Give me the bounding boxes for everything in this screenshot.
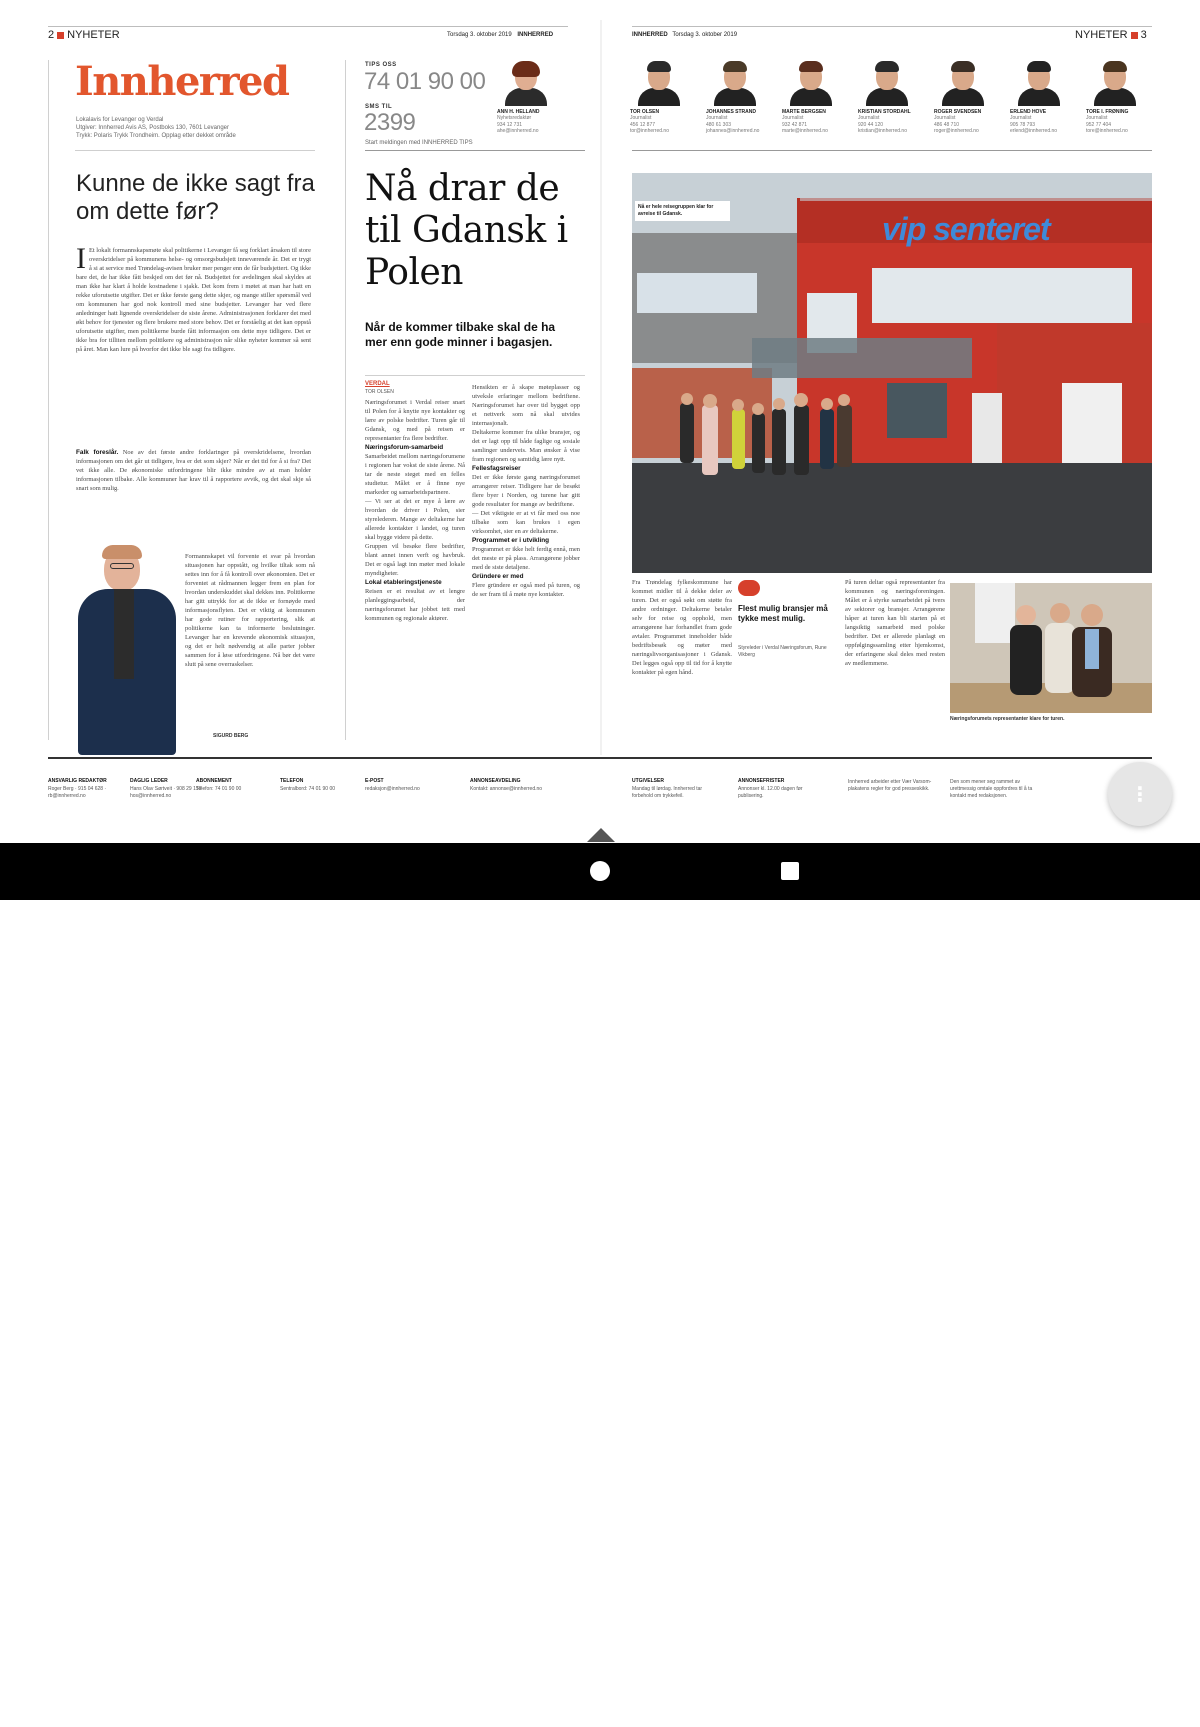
header-date-right: Torsdag 3. oktober 2019 bbox=[672, 32, 738, 38]
footer-column bbox=[950, 778, 1045, 800]
red-square-icon bbox=[57, 32, 64, 39]
page-number-right: 3 bbox=[1140, 29, 1147, 41]
tips-label: TIPS OSS bbox=[365, 62, 397, 68]
columnist-photo bbox=[76, 545, 181, 755]
footer-label: E-POST bbox=[365, 778, 384, 784]
header-brand-left: INNHERRED bbox=[517, 32, 554, 38]
main-photo bbox=[632, 173, 1152, 573]
newspaper-logo: Innherred bbox=[75, 58, 289, 105]
staff-phone: 480 61 303 bbox=[706, 121, 732, 128]
footer-label: TELEFON bbox=[280, 778, 304, 784]
sms-number: 2399 bbox=[364, 109, 416, 136]
footer-text: Hans Olav Sørtveit · 908 29 159 · hos@innherred.no bbox=[130, 786, 205, 799]
staff-card bbox=[630, 60, 690, 135]
section-label-right: NYHETER bbox=[1075, 29, 1128, 41]
more-vert-icon: ⋮ bbox=[1130, 782, 1150, 806]
staff-name: TORE I. FRØNING bbox=[1086, 109, 1129, 115]
section-label-left: NYHETER bbox=[67, 29, 120, 41]
footer-column bbox=[470, 778, 550, 793]
footer-label: ANNONSEFRISTER bbox=[738, 778, 785, 784]
article-subhead: Gründere er med bbox=[472, 573, 524, 580]
opinion-body-2: Falk foreslår. Noe av det første andre forklaringer på overskridelsene, hvordan informasjonen om det går ut tidligere, hva er det som skjer? Når er det tid for å si fra? Det vet ikke alle. De økonomiske utfordringene blir ikke mindre av at man holder informasjonen tilbake. Alle kommuner har krav til å rapportere avvik, og det skal skje så snart som mulig. bbox=[76, 449, 311, 492]
editor-card bbox=[497, 60, 557, 135]
staff-card bbox=[706, 60, 766, 135]
footer-column bbox=[632, 778, 712, 800]
masthead-rule bbox=[75, 150, 315, 151]
staff-phone: 920 44 120 bbox=[858, 121, 884, 128]
opinion-title: Kunne de ikke sagt fra om dette før? bbox=[76, 170, 315, 225]
tips-note: Start meldingen med INNHERRED TIPS bbox=[365, 140, 473, 146]
editor-email: ahe@innherred.no bbox=[497, 128, 539, 134]
newspaper-spread bbox=[0, 0, 1200, 843]
lead-rule bbox=[365, 375, 585, 376]
home-icon[interactable] bbox=[590, 861, 610, 881]
staff-photo bbox=[788, 60, 834, 106]
article-col-4: På turen deltar også representanter fra kommunen og næringsforeningen. Målet er å styrke samarbeidet på tvers av sektorer og bransjer. Arrangørene håper at turen kan bli starten på et langsiktig samarbeid med polske bedrifter. Det er allerede planlagt en oppfølgingssamling etter hjemkomst, der erfaringene skal deles med resten av medlemmene. bbox=[845, 579, 945, 667]
masthead-info bbox=[76, 116, 326, 140]
staff-role: Journalist bbox=[1010, 115, 1032, 121]
opinion-subhead: Falk foreslår. bbox=[76, 449, 119, 456]
left-page-header bbox=[48, 27, 120, 43]
footer-column bbox=[738, 778, 818, 800]
opinion-body-1: I Et lokalt formannskapsmøte skal politikerne i Levanger få seg forklart årsaken til store overskridelser på kommunens helse- og omsorgsbudsjett inneværende år. Det er trygt å si at service med Trøndelag-avisen bruker mer penger enn de får budsjettert. Og ikke bare det, de har ikke fått beskjed om det før nå. Budsjettet for avdelingen skal skyldes at man ikke har klart å holde kostnadene i sjakk. Det kom frem i møtet at man har hatt en rekke uforutsette utgifter. Det er ikke første gang dette skjer, og mange stiller spørsmål ved om kommunen har god nok kontroll med sine budsjetter. Levanger har ved flere anledninger hatt lignende overskridelser de siste årene. Administrasjonen forklarer det med økt behov for tjenester og flere brukere med store behov. Det er forståelig at det kan oppstå uforutsette utgifter, men politikerne burde fått informasjon om dette mye tidligere. Det er ikke bra for tilliten mellom politikere og administrasjon når slike nyheter kommer så sent på året. Man kan lure på hvorfor det ikke ble sagt fra tidligere. bbox=[76, 246, 311, 353]
tips-rule bbox=[365, 150, 585, 151]
staff-photo bbox=[864, 60, 910, 106]
article-lead: Når de kommer tilbake skal de ha mer enn gode minner i bagasjen. bbox=[365, 320, 556, 349]
pull-quote: Flest mulig bransjer må tykke mest mulig. bbox=[738, 604, 828, 623]
article-subhead: Lokal etableringstjeneste bbox=[365, 579, 442, 586]
staff-role: Journalist bbox=[630, 115, 652, 121]
staff-email: tore@innherred.no bbox=[1086, 128, 1128, 134]
right-header-left bbox=[632, 27, 737, 43]
staff-role: Journalist bbox=[706, 115, 728, 121]
footer-column bbox=[365, 778, 445, 793]
staff-phone: 932 42 871 bbox=[782, 121, 808, 128]
article-byline: TOR OLSEN bbox=[365, 389, 394, 395]
staff-role: Journalist bbox=[1086, 115, 1108, 121]
footer-label: UTGIVELSER bbox=[632, 778, 664, 784]
footer-text: Mandag til lørdag. Innherred tar forbehold om trykkefeil. bbox=[632, 786, 703, 799]
footer-text: Den som mener seg rammet av urettmessig omtale oppfordres til å ta kontakt med redaksjonen. bbox=[950, 779, 1033, 799]
article-headline: Nå drar de til Gdansk i Polen bbox=[365, 168, 568, 293]
right-page-header bbox=[1075, 27, 1147, 43]
staff-photo bbox=[636, 60, 682, 106]
article-col-1: Næringsforumet i Verdal reiser snart til Polen for å knytte nye kontakter og lære av polske bedrifter. Turen går til Gdansk, og med på reisen er representanter fra flere bedrifter. Næringsforum-samarbeid Samarbeidet mellom næringsforumene i regionen har vokst de siste årene. Nå tar de neste steget med en felles studietur. Målet er å finne nye markeder og samarbeidspartnere. — Vi ser at det er mye å lære av hvordan de driver i Polen, sier styrelederen. Mange av deltakerne har allerede kontakter i landet, og turen skal bygge videre på dette. Gruppen vil besøke flere bedrifter, blant annet innen verft og havbruk. Det er også lagt inn møter med lokale myndigheter. Lokal etableringstjeneste Reisen er et resultat av et lengre planleggingsarbeid, der næringsforumet har jobbet tett med kommunen og regionale aktører. bbox=[365, 399, 465, 622]
group-photo bbox=[950, 583, 1152, 713]
footer-label: ABONNEMENT bbox=[196, 778, 232, 784]
android-nav-bar bbox=[0, 843, 1200, 900]
footer-column bbox=[48, 778, 128, 800]
article-subhead: Fellesfagsreiser bbox=[472, 465, 521, 472]
staff-card bbox=[1086, 60, 1146, 135]
masthead-line: Utgiver: Innherred Avis AS, Postboks 130, 7601 Levanger bbox=[76, 125, 229, 131]
red-square-icon bbox=[1131, 32, 1138, 39]
staff-email: johannes@innherred.no bbox=[706, 128, 760, 134]
expand-toolbar-icon[interactable] bbox=[587, 828, 615, 842]
recents-icon[interactable] bbox=[781, 862, 799, 880]
editor-photo bbox=[503, 60, 549, 106]
more-options-button[interactable] bbox=[1108, 762, 1172, 826]
staff-card bbox=[858, 60, 918, 135]
footer-text: Annonser kl. 12.00 dagen før publisering. bbox=[738, 786, 803, 799]
footer-label: ANNONSEAVDELING bbox=[470, 778, 521, 784]
staff-email: roger@innherred.no bbox=[934, 128, 979, 134]
staff-email: erlend@innherred.no bbox=[1010, 128, 1058, 134]
footer-rule bbox=[48, 757, 1152, 759]
staff-photo bbox=[1016, 60, 1062, 106]
footer-column bbox=[196, 778, 276, 793]
staff-rule bbox=[632, 150, 1152, 151]
staff-card bbox=[934, 60, 994, 135]
staff-phone: 952 77 404 bbox=[1086, 121, 1112, 128]
staff-role: Journalist bbox=[782, 115, 804, 121]
article-subhead: Programmet er i utvikling bbox=[472, 537, 550, 544]
masthead-line: Trykk: Polaris Trykk Trondheim. Opplag etter dekket område bbox=[76, 133, 236, 139]
staff-name: MARTE BERGSEN bbox=[782, 109, 826, 115]
article-kicker: VERDAL bbox=[365, 381, 390, 387]
column-rule bbox=[48, 60, 49, 740]
staff-phone: 905 78 793 bbox=[1010, 121, 1036, 128]
left-header-right bbox=[447, 27, 553, 43]
footer-text: redaksjon@innherred.no bbox=[365, 786, 420, 792]
opinion-body-3: Formannskapet vil forvente et svar på hvordan situasjonen har oppstått, og hvilke tiltak som nå settes inn for å få kontroll over økonomien. Det er forventet at rådmannen legger frem en plan for hvordan underskuddet skal dekkes inn. Politikerne har gitt uttrykk for at de ikke er fornøyde med informasjonsflyten. Det er viktig at kommunen har gode rutiner for rapportering, slik at politikerne kan ta informerte beslutninger. Levanger har en krevende økonomisk situasjon, og det er helt nødvendig at alle parter jobber sammen for å løse utfordringene. Nå bør det være slutt på sene overraskelser. bbox=[185, 553, 315, 668]
staff-card bbox=[1010, 60, 1070, 135]
staff-role: Journalist bbox=[934, 115, 956, 121]
footer-text: Sentralbord: 74 01 90 00 bbox=[280, 786, 336, 792]
staff-photo bbox=[940, 60, 986, 106]
editor-title: Nyhetsredaktør bbox=[497, 115, 532, 121]
staff-email: tor@innherred.no bbox=[630, 128, 669, 134]
article-col-2: Hensikten er å skape møteplasser og utveksle erfaringer mellom bedriftene. Næringsforumet har over tid bygget opp et nettverk som nå skal utvides internasjonalt. Deltakerne kommer fra ulike bransjer, og det er lagt opp til både faglige og sosiale samlinger underveis. Man ønsker å vise fram regionen og samtidig lære nytt. Fellesfagsreiser Det er ikke første gang næringsforumet arrangerer reiser. Tidligere har de besøkt flere byer i Norden, og turene har gitt gode resultater for mange av bedriftene. — Det viktigste er at vi får med oss noe tilbake som kan brukes i egen virksomhet, sier en av deltakerne. Programmet er i utvikling Programmet er ikke helt ferdig ennå, men det meste er på plass. Arrangørene jobber med de siste detaljene. Gründere er med Flere gründere er også med på turen, og de ser fram til å møte nye kontakter. bbox=[472, 384, 580, 598]
staff-phone: 486 48 710 bbox=[934, 121, 960, 128]
staff-name: KRISTIAN STORDAHL bbox=[858, 109, 911, 115]
back-icon[interactable] bbox=[398, 1705, 422, 1727]
staff-email: marte@innherred.no bbox=[782, 128, 828, 134]
page-number-left: 2 bbox=[48, 29, 55, 41]
page-gutter bbox=[600, 20, 602, 755]
tips-phone: 74 01 90 00 bbox=[364, 68, 486, 95]
building-sign: vip senteret bbox=[882, 211, 1050, 247]
article-col-3: Fra Trøndelag fylkeskommune har kommet midler til å dekke deler av turen. Det er også søkt om støtte fra andre ordninger. Deltakerne betaler selv for reise og opphold, men arrangørene har forhandlet fram gode avtaler. Programmet inneholder både bedriftsbesøk og møter med næringslivsorganisasjoner i Gdansk. Det legges også opp til tid for å knytte kontakter på egen hånd. bbox=[632, 579, 732, 676]
staff-name: JOHANNES STRAND bbox=[706, 109, 757, 115]
header-brand-right: INNHERRED bbox=[632, 32, 668, 38]
staff-card bbox=[782, 60, 842, 135]
group-photo-image bbox=[950, 583, 1152, 713]
footer-label: DAGLIG LEDER bbox=[130, 778, 168, 784]
quote-source: Styreleder i Verdal Næringsforum, Rune Vikberg bbox=[738, 645, 827, 658]
group-photo-caption: Næringsforumets representanter klare for turen. bbox=[950, 716, 1065, 722]
staff-photo bbox=[712, 60, 758, 106]
footer-text: Innherred arbeider etter Vær Varsom-plakatens regler for god presseskikk. bbox=[848, 779, 932, 792]
footer-text: Kontakt: annonse@innherred.no bbox=[470, 786, 543, 792]
staff-phone: 456 12 877 bbox=[630, 121, 656, 128]
photo-caption: Nå er hele reisegruppen klar for avreise til Gdansk. bbox=[635, 201, 730, 221]
staff-name: ERLEND HOVE bbox=[1010, 109, 1047, 115]
staff-name: ROGER SVENDSEN bbox=[934, 109, 982, 115]
footer-column bbox=[280, 778, 360, 793]
footer-label: ANSVARLIG REDAKTØR bbox=[48, 778, 107, 784]
opinion-byline: SIGURD BERG bbox=[213, 733, 249, 739]
header-date-left: Torsdag 3. oktober 2019 bbox=[447, 32, 512, 38]
editor-phone: 934 12 731 bbox=[497, 121, 523, 128]
article-subhead: Næringsforum-samarbeid bbox=[365, 444, 444, 451]
sms-label: SMS TIL bbox=[365, 104, 393, 110]
footer-text: Roger Berg · 915 04 628 · rb@innherred.no bbox=[48, 786, 107, 799]
editor-name: ANN H. HELLAND bbox=[497, 109, 540, 115]
quote-bubble-icon bbox=[738, 580, 760, 596]
masthead-line: Lokalavis for Levanger og Verdal bbox=[76, 117, 164, 123]
staff-name: TOR OLSEN bbox=[630, 109, 660, 115]
footer-text: Telefon: 74 01 90 00 bbox=[196, 786, 242, 792]
staff-email: kristian@innherred.no bbox=[858, 128, 907, 134]
staff-role: Journalist bbox=[858, 115, 880, 121]
footer-column bbox=[848, 778, 943, 793]
staff-photo bbox=[1092, 60, 1138, 106]
column-rule bbox=[345, 60, 346, 740]
